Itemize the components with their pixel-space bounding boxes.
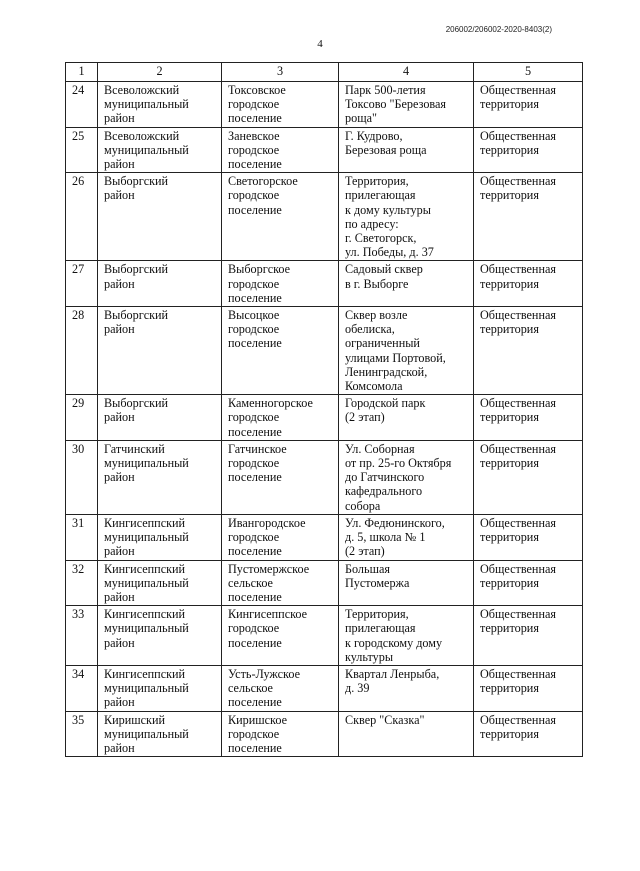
cell-text-line: Ленинградской, — [345, 364, 428, 379]
cell-text-line: муниципальный — [104, 142, 189, 157]
table-header-row — [66, 63, 583, 82]
cell-text-line: Токсовское — [228, 83, 286, 97]
cell-text-line: Общественная — [480, 308, 556, 323]
cell-text-line: к городскому дому — [345, 635, 443, 650]
object-cell — [339, 395, 474, 441]
cell-text-line: по адресу: — [345, 216, 399, 231]
object-cell — [339, 82, 474, 128]
cell-text-line: Пустомержа — [345, 575, 410, 590]
table-row — [66, 606, 583, 666]
row-number-cell: 33 — [66, 606, 98, 666]
territory-type-cell — [474, 606, 583, 666]
cell-text-line: Кингисеппский — [104, 515, 186, 530]
row-number-cell: 24 — [66, 82, 98, 128]
district-cell — [98, 82, 222, 128]
district-cell — [98, 440, 222, 514]
cell-text-line: муниципальный — [104, 97, 189, 112]
cell-text-line: территория — [480, 530, 539, 545]
cell-text-line: муниципальный — [104, 456, 189, 471]
settlement-cell — [222, 127, 339, 173]
cell-text-line: Общественная — [480, 441, 556, 456]
cell-text-line: муниципальный — [104, 621, 189, 636]
table-row — [66, 665, 583, 711]
settlement-cell — [222, 514, 339, 560]
object-cell — [339, 173, 474, 261]
settlement-cell — [222, 711, 339, 757]
cell-text-line: территория — [480, 188, 539, 203]
cell-text-line: Кингисеппский — [104, 607, 186, 622]
cell-text-line: Г. Кудрово, — [345, 128, 403, 143]
cell-text-line: поселение — [228, 424, 282, 439]
cell-text-line: городское — [228, 726, 280, 741]
cell-text-line: Общественная — [480, 607, 556, 622]
cell-text-line: Ул. Соборная — [345, 441, 415, 456]
cell-text-line: поселение — [228, 336, 282, 351]
cell-text-line: территория — [480, 410, 539, 425]
district-cell — [98, 665, 222, 711]
object-cell — [339, 440, 474, 514]
cell-text-line: Сквер "Сказка" — [345, 712, 425, 727]
settlement-cell — [222, 665, 339, 711]
object-cell — [339, 560, 474, 606]
cell-text-line: поселение — [228, 544, 282, 559]
cell-text-line: муниципальный — [104, 530, 189, 545]
cell-text-line: от пр. 25-го Октября — [345, 456, 452, 471]
row-number-cell: 27 — [66, 261, 98, 307]
district-cell — [98, 395, 222, 441]
cell-text-line: район — [104, 740, 135, 755]
cell-text-line: Парк 500-летия — [345, 83, 426, 97]
row-number-cell: 34 — [66, 665, 98, 711]
cell-text-line: Выборгское — [228, 262, 291, 277]
row-number-cell: 28 — [66, 307, 98, 395]
cell-text-line: роща" — [345, 111, 377, 126]
table-row — [66, 127, 583, 173]
settlement-cell — [222, 82, 339, 128]
table-body — [66, 82, 583, 757]
settlement-cell — [222, 395, 339, 441]
cell-text-line: территория — [480, 621, 539, 636]
cell-text-line: район — [104, 635, 135, 650]
cell-text-line: Общественная — [480, 174, 556, 189]
cell-text-line: городское — [228, 276, 280, 291]
cell-text-line: ограниченный — [345, 336, 420, 351]
settlement-cell — [222, 173, 339, 261]
cell-text-line: городское — [228, 410, 280, 425]
column-header: 3 — [222, 63, 339, 82]
cell-text-line: городское — [228, 142, 280, 157]
settlement-cell — [222, 560, 339, 606]
territory-type-cell — [474, 514, 583, 560]
territory-type-cell — [474, 307, 583, 395]
cell-text-line: Сквер возле — [345, 308, 408, 323]
settlement-cell — [222, 261, 339, 307]
object-cell — [339, 711, 474, 757]
cell-text-line: муниципальный — [104, 575, 189, 590]
cell-text-line: городское — [228, 188, 280, 203]
cell-text-line: поселение — [228, 157, 282, 172]
table-row — [66, 82, 583, 128]
cell-text-line: Каменногорское — [228, 396, 313, 411]
object-cell — [339, 261, 474, 307]
cell-text-line: Большая — [345, 561, 390, 576]
cell-text-line: территория — [480, 575, 539, 590]
cell-text-line: район — [104, 544, 135, 559]
territory-type-cell — [474, 82, 583, 128]
cell-text-line: территория — [480, 456, 539, 471]
territory-type-cell — [474, 395, 583, 441]
cell-text-line: Комсомола — [345, 379, 403, 394]
settlement-cell — [222, 606, 339, 666]
cell-text-line: поселение — [228, 589, 282, 604]
table-row — [66, 395, 583, 441]
cell-text-line: Высоцкое — [228, 308, 280, 323]
cell-text-line: Ивангородское — [228, 515, 306, 530]
cell-text-line: муниципальный — [104, 681, 189, 696]
territory-type-cell — [474, 173, 583, 261]
cell-text-line: Токсово "Березовая — [345, 97, 447, 112]
cell-text-line: Общественная — [480, 83, 556, 97]
cell-text-line: культуры — [345, 649, 394, 664]
territory-type-cell — [474, 711, 583, 757]
row-number-cell: 26 — [66, 173, 98, 261]
cell-text-line: Заневское — [228, 128, 280, 143]
cell-text-line: территория — [480, 97, 539, 112]
cell-text-line: территория — [480, 322, 539, 337]
cell-text-line: поселение — [228, 695, 282, 710]
object-cell — [339, 127, 474, 173]
column-header: 4 — [339, 63, 474, 82]
cell-text-line: городское — [228, 621, 280, 636]
cell-text-line: район — [104, 188, 135, 203]
cell-text-line: Выборгский — [104, 174, 169, 189]
cell-text-line: Гатчинское — [228, 441, 287, 456]
cell-text-line: Кингисеппский — [104, 561, 186, 576]
cell-text-line: Киришское — [228, 712, 288, 727]
cell-text-line: Территория, — [345, 607, 409, 622]
cell-text-line: район — [104, 695, 135, 710]
cell-text-line: сельское — [228, 681, 273, 696]
column-header: 2 — [98, 63, 222, 82]
column-header: 1 — [66, 63, 98, 82]
cell-text-line: муниципальный — [104, 726, 189, 741]
cell-text-line: Гатчинский — [104, 441, 165, 456]
row-number-cell: 35 — [66, 711, 98, 757]
cell-text-line: улицами Портовой, — [345, 350, 446, 365]
territory-type-cell — [474, 127, 583, 173]
cell-text-line: поселение — [228, 470, 282, 485]
cell-text-line: в г. Выборге — [345, 276, 409, 291]
page-number: 4 — [317, 38, 323, 50]
table-row — [66, 173, 583, 261]
cell-text-line: Пустомержское — [228, 561, 310, 576]
district-cell — [98, 261, 222, 307]
cell-text-line: район — [104, 589, 135, 604]
cell-text-line: (2 этап) — [345, 544, 385, 559]
object-cell — [339, 307, 474, 395]
territory-type-cell — [474, 440, 583, 514]
cell-text-line: кафедрального — [345, 484, 423, 499]
cell-text-line: район — [104, 410, 135, 425]
cell-text-line: Кингисеппское — [228, 607, 308, 622]
settlement-cell — [222, 440, 339, 514]
cell-text-line: (2 этап) — [345, 410, 385, 425]
district-cell — [98, 127, 222, 173]
row-number-cell: 30 — [66, 440, 98, 514]
territory-type-cell — [474, 261, 583, 307]
cell-text-line: Выборгский — [104, 308, 169, 323]
cell-text-line: д. 5, школа № 1 — [345, 530, 426, 545]
row-number-cell: 29 — [66, 395, 98, 441]
cell-text-line: Общественная — [480, 128, 556, 143]
cell-text-line: Общественная — [480, 561, 556, 576]
cell-text-line: территория — [480, 726, 539, 741]
cell-text-line: район — [104, 111, 135, 126]
table-row — [66, 440, 583, 514]
cell-text-line: Кингисеппский — [104, 666, 186, 681]
cell-text-line: Березовая роща — [345, 142, 427, 157]
cell-text-line: Ул. Федюнинского, — [345, 515, 445, 530]
row-number-cell: 31 — [66, 514, 98, 560]
cell-text-line: Общественная — [480, 515, 556, 530]
row-number-cell: 25 — [66, 127, 98, 173]
district-cell — [98, 560, 222, 606]
cell-text-line: район — [104, 322, 135, 337]
territory-type-cell — [474, 560, 583, 606]
cell-text-line: Общественная — [480, 712, 556, 727]
cell-text-line: Квартал Ленрыба, — [345, 666, 440, 681]
cell-text-line: Выборгский — [104, 396, 169, 411]
table-row — [66, 514, 583, 560]
district-cell — [98, 711, 222, 757]
table-row — [66, 560, 583, 606]
district-cell — [98, 173, 222, 261]
cell-text-line: поселение — [228, 290, 282, 305]
cell-text-line: территория — [480, 142, 539, 157]
cell-text-line: Всеволожский — [104, 83, 180, 97]
cell-text-line: Территория, — [345, 174, 409, 189]
district-cell — [98, 606, 222, 666]
cell-text-line: д. 39 — [345, 681, 370, 696]
cell-text-line: Усть-Лужское — [228, 666, 300, 681]
district-cell — [98, 307, 222, 395]
cell-text-line: городское — [228, 322, 280, 337]
cell-text-line: прилегающая — [345, 621, 416, 636]
cell-text-line: район — [104, 157, 135, 172]
district-cell — [98, 514, 222, 560]
document-id: 206002/206002-2020-8403(2) — [445, 25, 552, 34]
cell-text-line: Киришский — [104, 712, 166, 727]
cell-text-line: поселение — [228, 740, 282, 755]
object-cell — [339, 665, 474, 711]
cell-text-line: Общественная — [480, 666, 556, 681]
cell-text-line: к дому культуры — [345, 202, 431, 217]
cell-text-line: городское — [228, 530, 280, 545]
cell-text-line: район — [104, 276, 135, 291]
cell-text-line: Общественная — [480, 396, 556, 411]
cell-text-line: городское — [228, 456, 280, 471]
row-number-cell: 32 — [66, 560, 98, 606]
table-row — [66, 711, 583, 757]
cell-text-line: поселение — [228, 635, 282, 650]
cell-text-line: поселение — [228, 202, 282, 217]
cell-text-line: Выборгский — [104, 262, 169, 277]
cell-text-line: сельское — [228, 575, 273, 590]
table-row — [66, 261, 583, 307]
cell-text-line: обелиска, — [345, 322, 395, 337]
cell-text-line: прилегающая — [345, 188, 416, 203]
cell-text-line: Садовый сквер — [345, 262, 423, 277]
settlement-cell — [222, 307, 339, 395]
territories-table — [65, 62, 583, 757]
cell-text-line: собора — [345, 498, 381, 513]
table-row — [66, 307, 583, 395]
cell-text-line: г. Светогорск, — [345, 231, 417, 246]
cell-text-line: Городской парк — [345, 396, 426, 411]
cell-text-line: ул. Победы, д. 37 — [345, 245, 434, 260]
cell-text-line: до Гатчинского — [345, 470, 425, 485]
territory-type-cell — [474, 665, 583, 711]
cell-text-line: территория — [480, 681, 539, 696]
object-cell — [339, 606, 474, 666]
cell-text-line: Всеволожский — [104, 128, 180, 143]
cell-text-line: Общественная — [480, 262, 556, 277]
cell-text-line: поселение — [228, 111, 282, 126]
cell-text-line: район — [104, 470, 135, 485]
cell-text-line: Светогорское — [228, 174, 298, 189]
cell-text-line: городское — [228, 97, 280, 112]
cell-text-line: территория — [480, 276, 539, 291]
object-cell — [339, 514, 474, 560]
column-header: 5 — [474, 63, 583, 82]
